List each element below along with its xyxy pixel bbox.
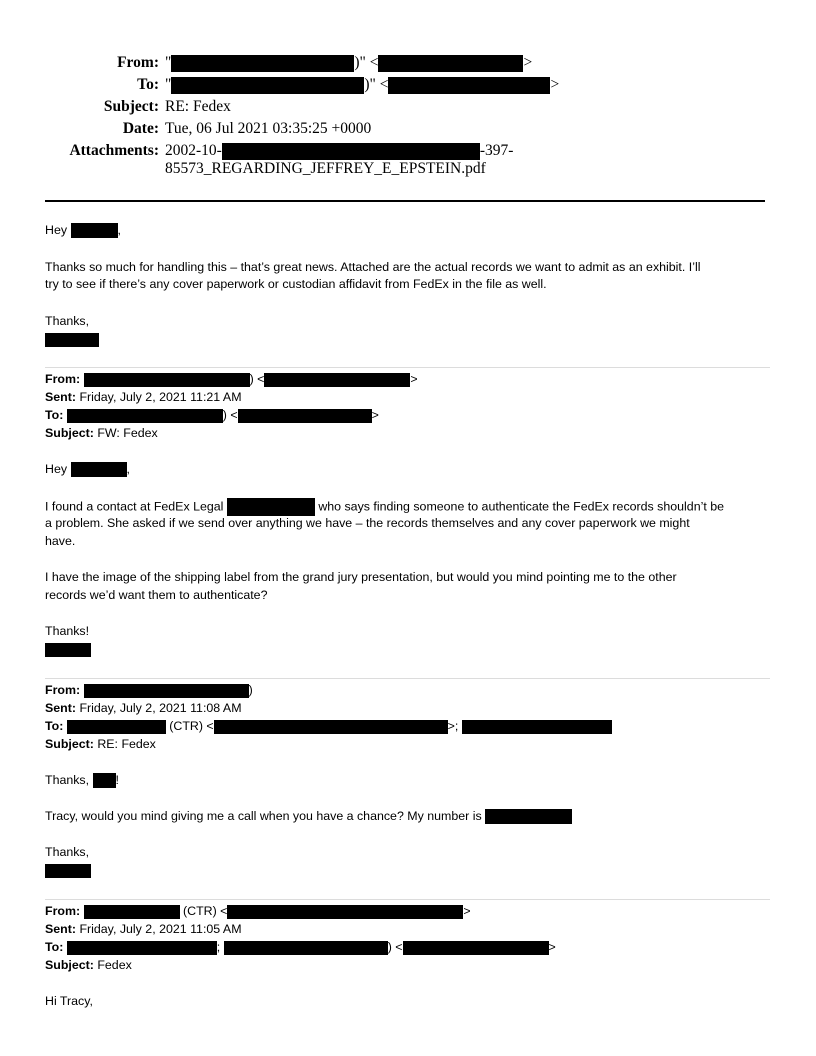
signature-redaction bbox=[45, 333, 99, 347]
redaction-block bbox=[462, 720, 612, 734]
signoff: Thanks, bbox=[45, 314, 90, 328]
thanks-text: Thanks, bbox=[45, 773, 90, 787]
body-line: try to see if there’s any cover paperwork or custodian affidavit from FedEx in the file as well. bbox=[45, 277, 547, 291]
body-line bbox=[45, 498, 724, 516]
angle-bracket: > bbox=[550, 76, 560, 93]
attachment-name-part: 2002-10- bbox=[165, 142, 222, 159]
subject-value: RE: Fedex bbox=[165, 98, 231, 115]
thanks-line bbox=[45, 773, 119, 788]
redaction-block bbox=[67, 941, 217, 955]
from-separator: )" < bbox=[354, 54, 379, 71]
subject-label: Subject: bbox=[45, 958, 94, 972]
subject-value: RE: Fedex bbox=[97, 737, 156, 751]
date-value: Tue, 06 Jul 2021 03:35:25 +0000 bbox=[165, 120, 372, 137]
to-label: To: bbox=[45, 940, 64, 954]
message-separator bbox=[45, 678, 770, 679]
to-separator: ) < bbox=[222, 408, 238, 422]
comma: , bbox=[117, 223, 121, 237]
to-label: To: bbox=[45, 408, 64, 422]
attachments-label: Attachments: bbox=[69, 142, 159, 159]
body-text: Tracy, would you mind giving me a call when you have a chance? My number is bbox=[45, 809, 482, 823]
message-separator bbox=[45, 899, 770, 900]
angle-bracket: > bbox=[523, 54, 533, 71]
body-line: I have the image of the shipping label from the grand jury presentation, but would you mind pointing me to the other bbox=[45, 570, 677, 584]
redaction-block bbox=[238, 409, 372, 423]
sent-label: Sent: bbox=[45, 390, 76, 404]
body-line: Thanks so much for handling this – that’s great news. Attached are the actual records we want to admit as an exhibit. I’ll bbox=[45, 260, 701, 274]
exclamation: ! bbox=[115, 773, 119, 787]
angle-bracket: > bbox=[371, 408, 379, 422]
greeting-text: Hey bbox=[45, 223, 68, 237]
redaction-block bbox=[485, 809, 572, 824]
sent-value: Friday, July 2, 2021 11:08 AM bbox=[79, 701, 242, 715]
sent-label: Sent: bbox=[45, 922, 76, 936]
from-label: From: bbox=[45, 683, 81, 697]
body-line bbox=[45, 809, 572, 824]
to-separator: ) < bbox=[387, 940, 403, 954]
from-row bbox=[45, 904, 471, 919]
body-text: I found a contact at FedEx Legal bbox=[45, 499, 224, 514]
greeting: Hi Tracy, bbox=[45, 994, 93, 1008]
greeting bbox=[45, 462, 130, 477]
to-label: To: bbox=[45, 719, 64, 733]
sent-row bbox=[45, 390, 242, 404]
subject-value: FW: Fedex bbox=[97, 426, 158, 440]
angle-bracket: > bbox=[463, 904, 471, 918]
redaction-block bbox=[222, 143, 480, 160]
to-line bbox=[165, 76, 559, 94]
redaction-block bbox=[84, 684, 249, 698]
paren: ) bbox=[248, 683, 253, 697]
subject-row bbox=[45, 426, 158, 440]
attachment-name-line2: 85573_REGARDING_JEFFREY_E_EPSTEIN.pdf bbox=[165, 160, 486, 177]
from-row bbox=[45, 372, 418, 387]
redaction-block bbox=[403, 941, 549, 955]
redaction-block bbox=[227, 498, 315, 516]
from-label: From: bbox=[45, 904, 81, 918]
quote: " bbox=[165, 54, 172, 71]
body-line: a problem. She asked if we send over anything we have – the records themselves and any cover paperwork we might bbox=[45, 516, 690, 530]
to-row bbox=[45, 940, 556, 955]
angle-bracket: > bbox=[410, 372, 418, 386]
sent-value: Friday, July 2, 2021 11:05 AM bbox=[79, 922, 242, 936]
comma: , bbox=[126, 462, 130, 476]
from-separator: (CTR) < bbox=[183, 904, 228, 918]
from-line bbox=[165, 54, 532, 72]
greeting bbox=[45, 223, 121, 238]
sent-value: Friday, July 2, 2021 11:21 AM bbox=[79, 390, 242, 404]
signature-redaction bbox=[45, 643, 91, 657]
semicolon: ; bbox=[216, 940, 221, 954]
attachment-link[interactable] bbox=[165, 142, 513, 160]
redaction-block bbox=[84, 373, 250, 387]
angle-bracket: > bbox=[548, 940, 556, 954]
from-label: From: bbox=[45, 372, 81, 386]
to-separator: )" < bbox=[364, 76, 389, 93]
body-text: who says finding someone to authenticate the FedEx records shouldn’t be bbox=[318, 499, 725, 514]
body-line: records we’d want them to authenticate? bbox=[45, 588, 268, 602]
quote: " bbox=[165, 76, 172, 93]
to-row bbox=[45, 719, 612, 734]
sent-row bbox=[45, 922, 242, 936]
subject-row bbox=[45, 958, 132, 972]
from-separator: ) < bbox=[249, 372, 265, 386]
attachment-name-part: -397- bbox=[479, 142, 514, 159]
subject-value: Fedex bbox=[97, 958, 132, 972]
sent-label: Sent: bbox=[45, 701, 76, 715]
subject-label: Subject: bbox=[45, 426, 94, 440]
redaction-block bbox=[378, 55, 523, 72]
message-separator bbox=[45, 367, 770, 368]
redaction-block bbox=[67, 720, 166, 734]
subject-label: Subject: bbox=[103, 98, 159, 115]
redaction-block bbox=[71, 223, 118, 238]
redaction-block bbox=[214, 720, 448, 734]
redaction-block bbox=[264, 373, 410, 387]
redaction-block bbox=[93, 773, 116, 788]
redaction-block bbox=[388, 77, 550, 94]
redaction-block bbox=[171, 55, 354, 72]
subject-label: Subject: bbox=[45, 737, 94, 751]
signoff: Thanks, bbox=[45, 845, 90, 859]
to-label: To: bbox=[137, 76, 159, 93]
redaction-block bbox=[224, 941, 388, 955]
from-row bbox=[45, 683, 253, 698]
subject-row bbox=[45, 737, 156, 751]
redaction-block bbox=[84, 905, 180, 919]
sent-row bbox=[45, 701, 242, 715]
to-separator: (CTR) < bbox=[169, 719, 214, 733]
signature-redaction bbox=[45, 864, 91, 878]
body-line: have. bbox=[45, 534, 76, 548]
signoff: Thanks! bbox=[45, 624, 90, 638]
header-divider bbox=[45, 200, 765, 202]
redaction-block bbox=[227, 905, 463, 919]
redaction-block bbox=[71, 462, 127, 477]
redaction-block bbox=[171, 77, 364, 94]
to-separator: >; bbox=[447, 719, 459, 733]
greeting-text: Hey bbox=[45, 462, 68, 476]
from-label: From: bbox=[117, 54, 159, 71]
date-label: Date: bbox=[122, 120, 159, 137]
to-row bbox=[45, 408, 379, 423]
redaction-block bbox=[67, 409, 223, 423]
